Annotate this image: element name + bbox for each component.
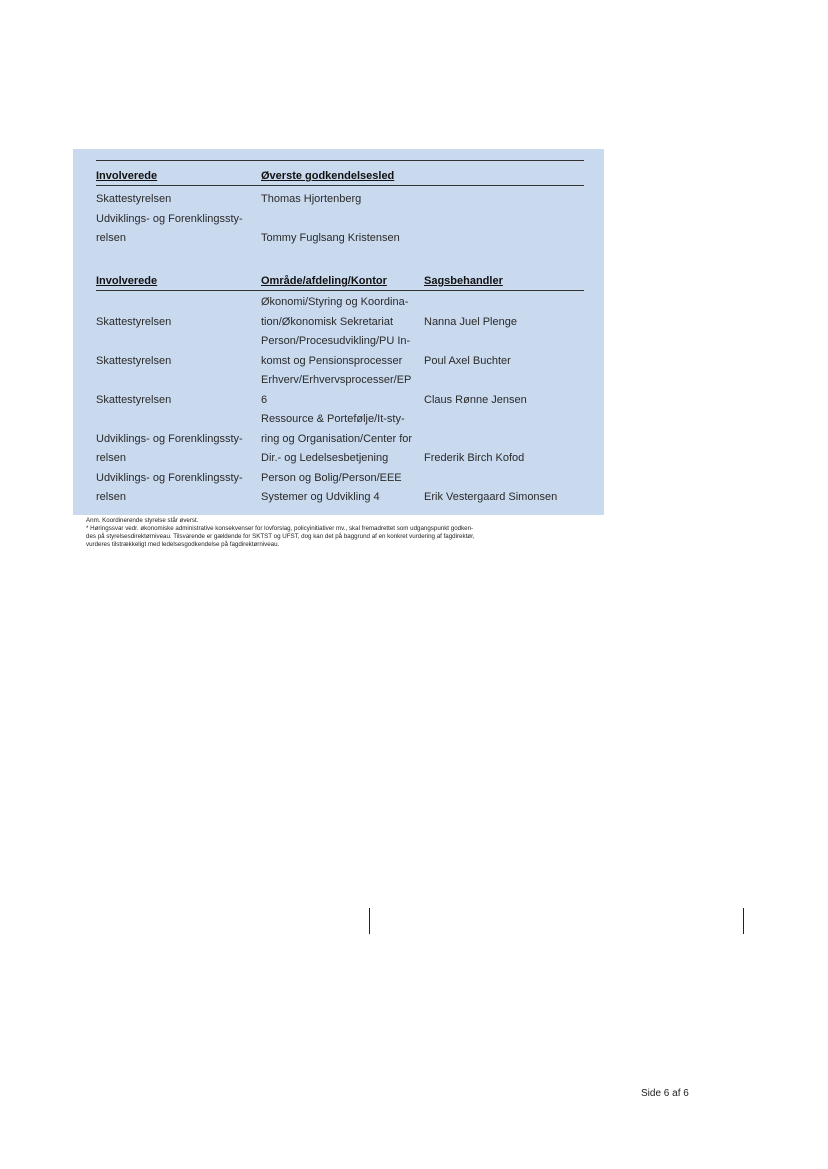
- table2-header-involved: Involverede: [96, 275, 158, 287]
- table-cell: Økonomi/Styring og Koordina-: [261, 296, 409, 308]
- table-cell: Udviklings- og Forenklingssty-: [96, 472, 243, 484]
- note-line: des på styrelsesdirektørniveau. Tilsvarende er gældende for SKTST og UFST, dog kan det på baggrund af en konkret vurdering af fagdirektør,: [86, 533, 475, 540]
- table-cell: Udviklings- og Forenklingssty-: [96, 433, 243, 445]
- table1-top-rule: [96, 160, 584, 161]
- note-line: Anm. Koordinerende styrelse står øverst.: [86, 517, 199, 524]
- note-line: * Høringssvar vedr. økonomiske administrative konsekvenser for lovforslag, policyinitiativer mv., skal fremadrettet som udgangspunkt godken-: [86, 525, 474, 532]
- page-number: Side 6 af 6: [641, 1088, 689, 1099]
- table-cell: relsen: [96, 232, 126, 244]
- table-cell: 6: [261, 394, 268, 406]
- margin-mark: [369, 908, 370, 934]
- table-cell: Claus Rønne Jensen: [424, 394, 527, 406]
- table-cell: Skattestyrelsen: [96, 394, 172, 406]
- table-cell: Poul Axel Buchter: [424, 355, 511, 367]
- table-cell: Systemer og Udvikling 4: [261, 491, 380, 503]
- table2-header-caseworker: Sagsbehandler: [424, 275, 503, 287]
- table2-header-rule: [96, 290, 584, 291]
- table1-header-involved: Involverede: [96, 170, 158, 182]
- margin-mark: [743, 908, 744, 934]
- table-cell: Ressource & Portefølje/It-sty-: [261, 413, 405, 425]
- table-cell: Person/Procesudvikling/PU In-: [261, 335, 411, 347]
- table-notes: [86, 517, 606, 549]
- table-cell: Nanna Juel Plenge: [424, 316, 517, 328]
- table2-header-department: Område/afdeling/Kontor: [261, 275, 387, 287]
- table-cell: Tommy Fuglsang Kristensen: [261, 232, 400, 244]
- table-cell: relsen: [96, 452, 126, 464]
- table-cell: ring og Organisation/Center for: [261, 433, 413, 445]
- table-cell: relsen: [96, 491, 126, 503]
- table-cell: komst og Pensionsprocesser: [261, 355, 403, 367]
- table-cell: Skattestyrelsen: [96, 193, 172, 205]
- table1-header-approval: Øverste godkendelsesled: [261, 170, 395, 182]
- table-cell: Erik Vestergaard Simonsen: [424, 491, 558, 503]
- note-line: vurderes tilstrækkeligt med ledelsesgodkendelse på fagdirektørniveau.: [86, 541, 280, 548]
- table1-header-rule: [96, 185, 584, 186]
- table-cell: Dir.- og Ledelsesbetjening: [261, 452, 389, 464]
- table-cell: Person og Bolig/Person/EEE: [261, 472, 402, 484]
- table-cell: tion/Økonomisk Sekretariat: [261, 316, 394, 328]
- table-cell: Skattestyrelsen: [96, 355, 172, 367]
- table-cell: Thomas Hjortenberg: [261, 193, 362, 205]
- table-cell: Frederik Birch Kofod: [424, 452, 525, 464]
- table-cell: Erhverv/Erhvervsprocesser/EP: [261, 374, 412, 386]
- table-cell: Skattestyrelsen: [96, 316, 172, 328]
- table-cell: Udviklings- og Forenklingssty-: [96, 213, 243, 225]
